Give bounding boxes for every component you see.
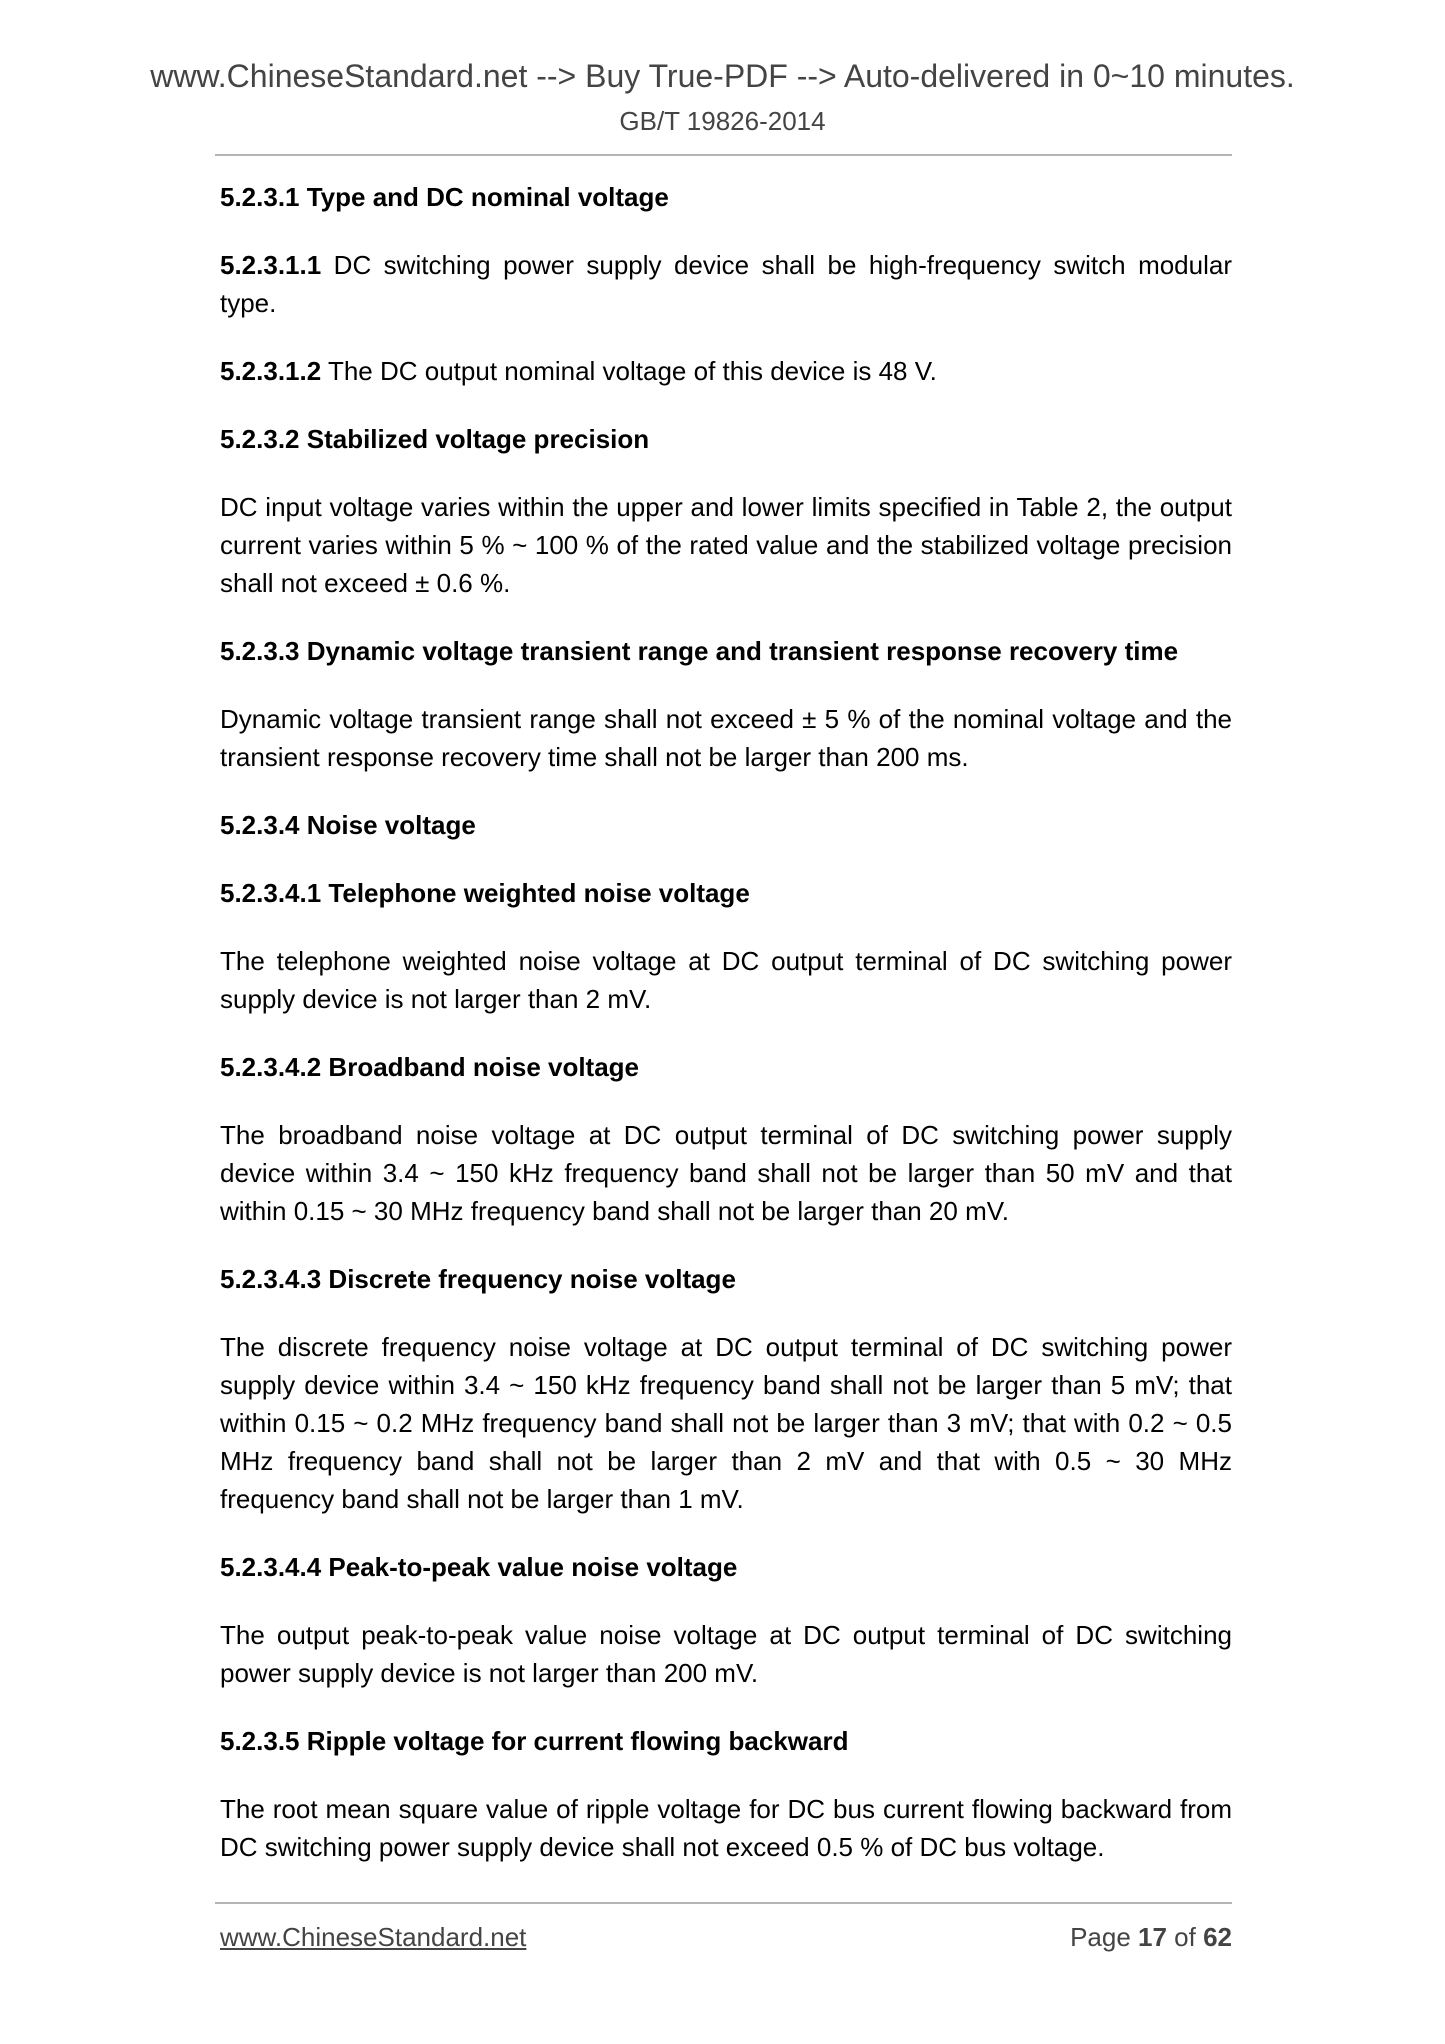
paragraph: DC input voltage varies within the upper and lower limits specified in Table 2, the output current varies within 5 % ~ 100 % of the rated value and the stabilized voltage precision shall not exceed ± 0.6 %. (220, 492, 1232, 598)
paragraph: The output peak-to-peak value noise voltage at DC output terminal of DC switching power supply device is not larger than 200 mV. (220, 1620, 1232, 1688)
section-heading: 5.2.3.4.4 Peak-to-peak value noise voltage (220, 1552, 738, 1582)
clause (220, 246, 1232, 322)
document-id: GB/T 19826-2014 (619, 106, 826, 136)
section-heading: 5.2.3.4 Noise voltage (220, 810, 476, 840)
header-site-banner: www.ChineseStandard.net --> Buy True-PDF --> Auto-delivered in 0~10 minutes. (150, 58, 1295, 94)
clause (220, 352, 1232, 390)
section-heading: 5.2.3.1 Type and DC nominal voltage (220, 182, 669, 212)
section-heading: 5.2.3.2 Stabilized voltage precision (220, 424, 650, 454)
clause-number: 5.2.3.1.2 (220, 356, 322, 386)
footer-website-link[interactable]: www.ChineseStandard.net (220, 1922, 527, 1952)
section-heading: 5.2.3.5 Ripple voltage for current flowing backward (220, 1726, 849, 1756)
paragraph: The telephone weighted noise voltage at DC output terminal of DC switching power supply device is not larger than 2 mV. (220, 946, 1232, 1014)
current-page: 17 (1138, 1922, 1167, 1952)
total-pages: 62 (1203, 1922, 1232, 1952)
paragraph: The broadband noise voltage at DC output terminal of DC switching power supply device within 3.4 ~ 150 kHz frequency band shall not be larger than 50 mV and that within 0.15 ~ 30 MHz frequency band shall not be larger than 20 mV. (220, 1120, 1232, 1226)
section-heading: 5.2.3.3 Dynamic voltage transient range and transient response recovery time (220, 636, 1179, 666)
paragraph: The discrete frequency noise voltage at DC output terminal of DC switching power supply device within 3.4 ~ 150 kHz frequency band shall not be larger than 5 mV; that within 0.15 ~ 0.2 MHz frequency band shall not be larger than 3 mV; that with 0.2 ~ 0.5 MHz frequency band shall not be larger than 2 mV and that with 0.5 ~ 30 MHz frequency band shall not be larger than 1 mV. (220, 1332, 1232, 1514)
clause-text: The DC output nominal voltage of this device is 48 V. (321, 356, 937, 386)
paragraph: The root mean square value of ripple voltage for DC bus current flowing backward from DC switching power supply device shall not exceed 0.5 % of DC bus voltage. (220, 1794, 1232, 1862)
page-number: Page 17 of 62 (1070, 1922, 1232, 1952)
section-heading: 5.2.3.4.2 Broadband noise voltage (220, 1052, 640, 1082)
section-heading: 5.2.3.4.3 Discrete frequency noise voltage (220, 1264, 736, 1294)
header-divider (215, 154, 1232, 156)
clause-text: DC switching power supply device shall be high-frequency switch modular type. (220, 250, 1232, 318)
clause-number: 5.2.3.1.1 (220, 250, 322, 280)
document-body (220, 178, 1232, 1896)
footer-divider (215, 1902, 1232, 1904)
paragraph: Dynamic voltage transient range shall not exceed ± 5 % of the nominal voltage and the transient response recovery time shall not be larger than 200 ms. (220, 704, 1232, 772)
section-heading: 5.2.3.4.1 Telephone weighted noise voltage (220, 878, 750, 908)
